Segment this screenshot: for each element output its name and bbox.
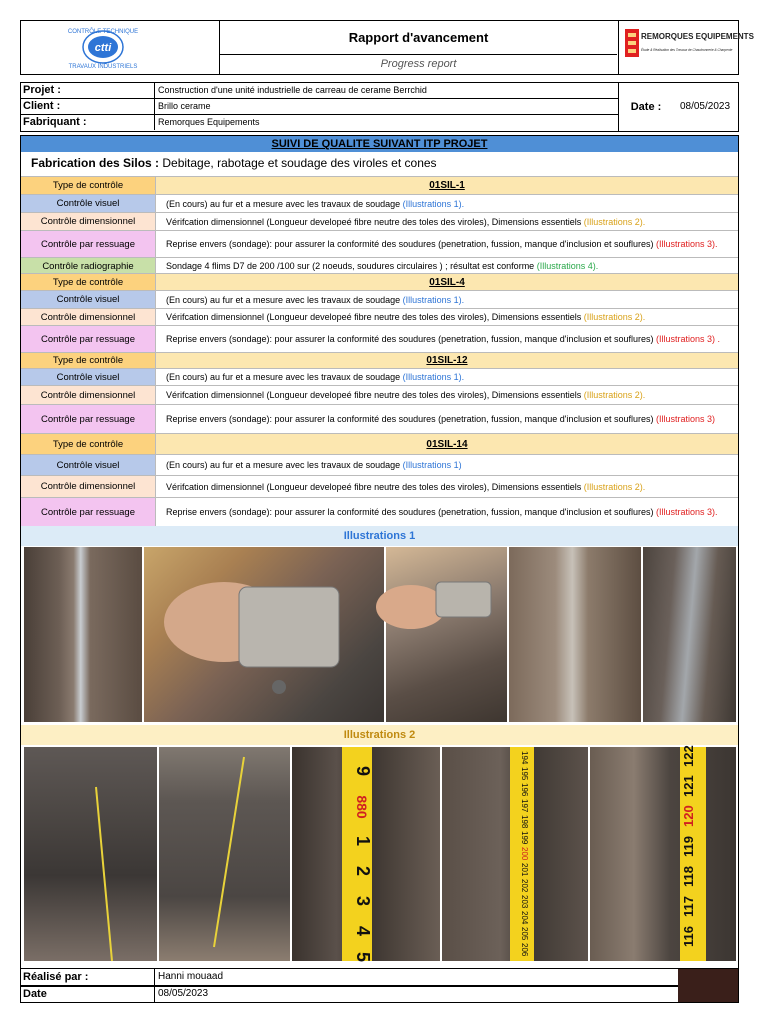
dimensionnel-label: Contrôle dimensionnel [21, 309, 156, 325]
dimensionnel-label: Contrôle dimensionnel [21, 476, 156, 497]
ressuage-label: Contrôle par ressuage [21, 405, 156, 433]
svg-text:199: 199 [520, 831, 529, 845]
ressuage-row: Contrôle par ressuage Reprise envers (sondage): pour assurer la conformité des soudures (penetration, fussion, manque d'inclusion et souflures) (Illustrations 3) . [21, 325, 738, 352]
projet-label: Projet : [21, 83, 155, 98]
dimensionnel-label: Contrôle dimensionnel [21, 213, 156, 230]
svg-text:202: 202 [520, 879, 529, 893]
svg-text:206: 206 [520, 943, 529, 957]
svg-text:880: 880 [354, 795, 370, 819]
svg-text:195: 195 [520, 767, 529, 781]
quality-table [20, 135, 739, 987]
svg-text:1: 1 [353, 835, 373, 847]
tape-photo-3 [590, 747, 736, 961]
type-label: Type de contrôle [21, 274, 156, 290]
svg-text:2: 2 [353, 865, 373, 877]
fabriquant-value: Remorques Equipements [158, 117, 260, 127]
visuel-row: Contrôle visuel (En cours) au fur et a mesure avec les travaux de soudage (Illustrations 1). [21, 290, 738, 308]
ressuage-label: Contrôle par ressuage [21, 498, 156, 526]
svg-text:120: 120 [681, 805, 696, 827]
tape-photo-1 [292, 747, 440, 961]
dimensionnel-row: Contrôle dimensionnel Vérifcation dimensionnel (Longueur developeé fibre neutre des toles des viroles), Dimensions essentiels (Illustrations 2). [21, 308, 738, 325]
ressuage-label: Contrôle par ressuage [21, 326, 156, 352]
fabrication-heading [31, 155, 437, 171]
signature-block [678, 969, 738, 1002]
section-code: 01SIL-4 [156, 274, 738, 290]
section-code: 01SIL-12 [156, 353, 738, 368]
illustrations-2-title: Illustrations 2 [21, 725, 738, 745]
report-page [20, 20, 754, 1003]
svg-text:200: 200 [520, 847, 529, 861]
date-value: 08/05/2023 [679, 101, 731, 112]
remorques-logo [618, 21, 754, 74]
projet-value: Construction d'une unité industrielle de carreau de cerame Berrchid [158, 85, 427, 95]
type-label: Type de contrôle [21, 177, 156, 194]
footer-date-value: 08/05/2023 [158, 988, 209, 999]
dimensionnel-row: Contrôle dimensionnel Vérifcation dimensionnel (Longueur developeé fibre neutre des toles des viroles), Dimensions essentiels (Illustrations 2). [21, 475, 738, 497]
report-title: Rapport d'avancement [220, 21, 617, 55]
fabriquant-label: Fabriquant : [21, 115, 155, 130]
client-label: Client : [21, 99, 155, 114]
visuel-row: Contrôle visuel (En cours) au fur et a mesure avec les travaux de soudage (Illustrations 1) [21, 454, 738, 475]
realise-label: Réalisé par : [21, 969, 155, 985]
section-code: 01SIL-14 [156, 434, 738, 454]
type-label: Type de contrôle [21, 353, 156, 368]
svg-text:198: 198 [520, 815, 529, 829]
project-info [20, 82, 739, 132]
weld-seam-photo [509, 547, 641, 722]
realise-value: Hanni mouaad [158, 971, 224, 982]
svg-text:9: 9 [353, 765, 373, 777]
svg-text:122: 122 [681, 745, 696, 767]
visuel-label: Contrôle visuel [21, 291, 156, 308]
svg-text:203: 203 [520, 895, 529, 909]
plate-photo [24, 747, 157, 961]
weld-gauge-photo [144, 547, 384, 722]
ctti-logo [21, 21, 220, 74]
svg-text:197: 197 [520, 799, 529, 813]
fabrication-text: Debitage, rabotage et soudage des viroles et cones [159, 156, 437, 170]
svg-text:5: 5 [353, 951, 373, 963]
ctti-logo-mark: ctti [94, 42, 112, 54]
svg-text:205: 205 [520, 927, 529, 941]
visuel-label: Contrôle visuel [21, 455, 156, 475]
date-label: Date : [618, 83, 673, 131]
ctti-logo-top-text: CONTRÔLE TECHNIQUE [67, 29, 139, 35]
remorques-logo-text: REMORQUES EQUIPEMENTS [641, 32, 754, 41]
ressuage-label: Contrôle par ressuage [21, 231, 156, 257]
svg-text:204: 204 [520, 911, 529, 925]
footer-date-label: Date [21, 986, 155, 1002]
type-row [21, 352, 738, 368]
svg-text:201: 201 [520, 863, 529, 877]
svg-text:117: 117 [681, 896, 696, 917]
svg-text:118: 118 [681, 866, 696, 887]
dimensionnel-label: Contrôle dimensionnel [21, 386, 156, 404]
visuel-row: Contrôle visuel (En cours) au fur et a mesure avec les travaux de soudage (Illustrations 1). [21, 368, 738, 385]
visuel-label: Contrôle visuel [21, 195, 156, 212]
radio-row: Contrôle radiographie Sondage 4 flims D7 de 200 /100 sur (2 noeuds, soudures circulaires ) ; résultat est conforme (Illustrations 4). [21, 257, 738, 274]
report-subtitle: Progress report [380, 58, 457, 70]
client-value: Brillo cerame [158, 101, 211, 111]
ressuage-row: Contrôle par ressuage Reprise envers (sondage): pour assurer la conformité des soudures (penetration, fussion, manque d'inclusion et souflures) (Illustrations 3). [21, 230, 738, 257]
ressuage-row: Contrôle par ressuage Reprise envers (sondage): pour assurer la conformité des soudures (penetration, fussion, manque d'inclusion et souflures) (Illustrations 3) [21, 404, 738, 433]
visuel-label: Contrôle visuel [21, 369, 156, 385]
report-footer [20, 968, 739, 1003]
svg-text:3: 3 [353, 895, 373, 907]
weld-check-photo [386, 547, 507, 722]
dimensionnel-row: Contrôle dimensionnel Vérifcation dimensionnel (Longueur developeé fibre neutre des toles des viroles), Dimensions essentiels (Illustrations 2). [21, 385, 738, 404]
ressuage-row: Contrôle par ressuage Reprise envers (sondage): pour assurer la conformité des soudures (penetration, fussion, manque d'inclusion et souflures) (Illustrations 3). [21, 497, 738, 526]
report-header [20, 20, 754, 75]
svg-text:116: 116 [681, 926, 696, 947]
plate-measure-photo [159, 747, 290, 961]
fabrication-label: Fabrication des Silos : [31, 156, 160, 170]
illustrations-1-title: Illustrations 1 [21, 526, 738, 546]
svg-text:121: 121 [681, 775, 696, 797]
type-row [21, 273, 738, 290]
svg-text:194: 194 [520, 751, 529, 765]
section-code: 01SIL-1 [156, 177, 738, 194]
ctti-logo-bottom-text: TRAVAUX INDUSTRIELS [68, 64, 138, 70]
dimensionnel-row: Contrôle dimensionnel Vérifcation dimensionnel (Longueur developeé fibre neutre des toles des viroles), Dimensions essentiels (Illustrations 2). [21, 212, 738, 230]
weld-photo [24, 547, 142, 722]
type-row [21, 433, 738, 454]
tape-photo-2 [442, 747, 588, 961]
visuel-row: Contrôle visuel (En cours) au fur et a mesure avec les travaux de soudage (Illustrations 1). [21, 194, 738, 212]
quality-title: SUIVI DE QUALITE SUIVANT ITP PROJET [21, 136, 738, 152]
svg-text:196: 196 [520, 783, 529, 797]
weld-closeup-photo [643, 547, 736, 722]
type-label: Type de contrôle [21, 434, 156, 454]
svg-text:4: 4 [353, 925, 373, 937]
svg-text:119: 119 [681, 836, 696, 857]
radio-label: Contrôle radiographie [21, 258, 156, 274]
remorques-logo-tagline: Étude & Réalisation des Travaux de Chaudronnerie & Charpente [641, 48, 733, 52]
type-row [21, 176, 738, 194]
